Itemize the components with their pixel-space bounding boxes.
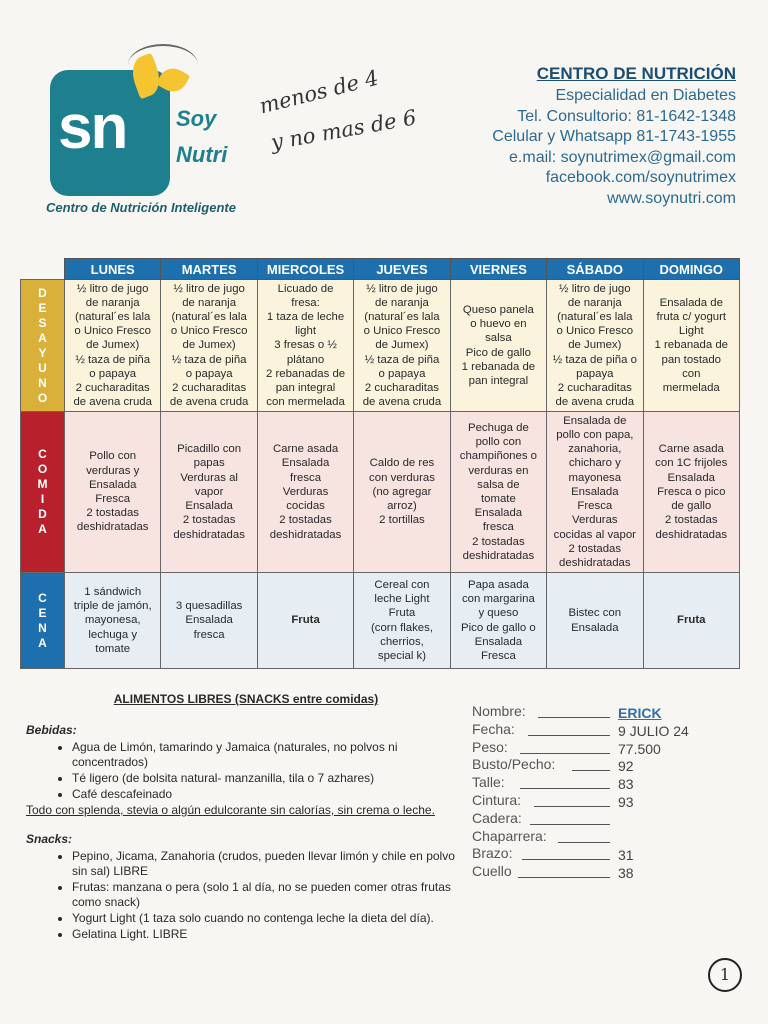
meal-cell: Papa asada con margarina y queso Pico de gallo o Ensalada Fresca [450,573,546,669]
meal-cell: Ensalada de fruta c/ yogurt Light 1 rebanada de pan tostado con mermelada [643,280,739,412]
form-row-talle [472,774,722,792]
meal-cell: ½ litro de jugo de naranja (natural´es lala o Unico Fresco de Jumex) ½ taza de piña o papaya 2 cucharaditas de avena cruda [354,280,450,412]
form-value: 31 [618,847,634,864]
meal-row-desayuno [21,280,740,412]
form-value: ERICK [618,705,662,721]
bebidas-note: Todo con splenda, stevia o algún edulcorante sin calorías, sin crema o leche. [26,803,435,817]
contact-block [492,64,736,210]
form-underline [572,770,610,771]
bebidas-label: Bebidas: [26,723,77,737]
form-row-cuello [472,863,722,881]
day-header: MARTES [161,259,257,280]
day-header: JUEVES [354,259,450,280]
form-label: Peso: [472,738,508,755]
form-label: Cintura: [472,791,522,808]
form-value: 93 [618,793,634,810]
logo-word-soy: Soy [176,106,217,131]
page-number-circle: 1 [708,958,742,992]
meal-cell: Fruta [643,573,739,669]
list-item: • Pepino, Jicama, Zanahoria (crudos, pueden llevar limón y chile en polvo sin sal) LIBRE [72,849,466,879]
patient-form [472,703,722,881]
meal-cell: 1 sándwich triple de jamón, mayonesa, lechuga y tomate [65,573,161,669]
bebidas-list [26,740,466,802]
snacks-label: Snacks: [26,832,73,846]
snacks-header: ALIMENTOS LIBRES (SNACKS entre comidas) [113,692,379,706]
form-underline [518,877,610,878]
form-label: Cuello [472,863,512,880]
day-header: LUNES [65,259,161,280]
meal-cell: Bistec con Ensalada [547,573,643,669]
day-header: VIERNES [450,259,546,280]
meal-row-cena [21,573,740,669]
meal-cell: Queso panela o huevo en salsa Pico de gallo 1 rebanada de pan integral [450,280,546,412]
form-row-nombre [472,703,722,721]
logo-mark: sn [58,93,127,162]
form-label: Brazo: [472,845,513,862]
contact-whatsapp: Celular y Whatsapp 81-1743-1955 [492,128,736,146]
form-row-brazo [472,845,722,863]
meal-row-comida [21,412,740,573]
center-title: CENTRO DE NUTRICIÓN [536,64,736,83]
form-underline [528,735,610,736]
form-underline [520,788,610,789]
list-item: • Té ligero (de bolsita natural- manzanilla, tila o 7 azhares) [72,771,466,786]
form-underline [538,717,610,718]
meal-cell: Carne asada Ensalada fresca Verduras cocidas 2 tostadas deshidratadas [257,412,353,573]
logo-word-nutri: Nutri [176,142,228,167]
meal-cell: Pechuga de pollo con champiñones o verduras en salsa de tomate Ensalada fresca 2 tostadas deshidratadas [450,412,546,573]
form-underline [534,806,610,807]
form-row-fecha [472,721,722,739]
form-row-chaparrera [472,828,722,846]
meal-plan-table [20,258,740,669]
form-row-peso [472,739,722,757]
list-item: • Café descafeinado [72,787,466,802]
meal-cell: Caldo de res con verduras (no agregar arroz) 2 tortillas [354,412,450,573]
form-label: Cadera: [472,809,522,826]
form-label: Talle: [472,774,505,791]
form-underline [522,859,610,860]
meal-cell: Ensalada de pollo con papa, zanahoria, chicharo y mayonesa Ensalada Fresca Verduras cocidas al vapor 2 tostadas deshidratadas [547,412,643,573]
form-value: 9 JULIO 24 [618,722,689,739]
form-row-busto [472,756,722,774]
meal-cell: 3 quesadillas Ensalada fresca [161,573,257,669]
contact-specialty: Especialidad en Diabetes [555,87,736,104]
meal-cell: Picadillo con papas Verduras al vapor Ensalada 2 tostadas deshidratadas [161,412,257,573]
form-row-cadera [472,810,722,828]
list-item: • Yogurt Light (1 taza solo cuando no contenga leche la dieta del día). [72,911,466,926]
form-label: Nombre: [472,703,526,719]
list-item: • Gelatina Light. LIBRE [72,927,466,942]
list-item: • Agua de Limón, tamarindo y Jamaica (naturales, no polvos ni concentrados) [72,740,466,770]
contact-phone: Tel. Consultorio: 81-1642-1348 [517,107,736,125]
form-value: 83 [618,776,634,793]
meal-label-vertical: C E N A [21,573,65,669]
day-header: MIERCOLES [257,259,353,280]
meal-cell: Licuado de fresa: 1 taza de leche light 3 fresas o ½ plátano 2 rebanadas de pan integral con mermelada [257,280,353,412]
meal-cell: Cereal con leche Light Fruta (corn flakes, cherrios, special k) [354,573,450,669]
form-value: 92 [618,758,634,775]
form-label: Fecha: [472,720,515,737]
meal-label-vertical: C O M I D A [21,412,65,573]
meal-label-vertical: D E S A Y U N O [21,280,65,412]
meal-cell: ½ litro de jugo de naranja (natural´es lala o Unico Fresco de Jumex) ½ taza de piña o papaya 2 cucharaditas de avena cruda [547,280,643,412]
meal-cell: Carne asada con 1C frijoles Ensalada Fresca o pico de gallo 2 tostadas deshidratadas [643,412,739,573]
meal-cell: Pollo con verduras y Ensalada Fresca 2 tostadas deshidratadas [65,412,161,573]
form-underline [530,824,610,825]
meal-cell: Fruta [257,573,353,669]
form-label: Busto/Pecho: [472,756,556,773]
handwritten-note-line2: y no mas de 6 [269,105,419,155]
form-value: 77.500 [618,740,661,757]
handwritten-note-line1: menos de 4 [256,65,381,119]
meal-cell: ½ litro de jugo de naranja (natural´es lala o Unico Fresco de Jumex) ½ taza de piña o papaya 2 cucharaditas de avena cruda [161,280,257,412]
day-header: SÁBADO [547,259,643,280]
contact-facebook: facebook.com/soynutrimex [545,169,736,187]
form-label: Chaparrera: [472,827,547,844]
form-value: 38 [618,865,634,882]
form-underline [520,753,610,754]
contact-website: www.soynutri.com [607,189,736,207]
list-item: • Frutas: manzana o pera (solo 1 al día, no se pueden comer otras frutas como snack) [72,880,466,910]
contact-email: e.mail: soynutrimex@gmail.com [509,148,736,166]
snacks-section [26,692,466,943]
logo-tagline: Centro de Nutrición Inteligente [46,200,236,215]
snacks-list [26,849,466,942]
form-underline [558,842,610,843]
form-row-cintura [472,792,722,810]
meal-cell: ½ litro de jugo de naranja (natural´es lala o Unico Fresco de Jumex) ½ taza de piña o papaya 2 cucharaditas de avena cruda [65,280,161,412]
day-header: DOMINGO [643,259,739,280]
corner-cell [21,259,65,280]
